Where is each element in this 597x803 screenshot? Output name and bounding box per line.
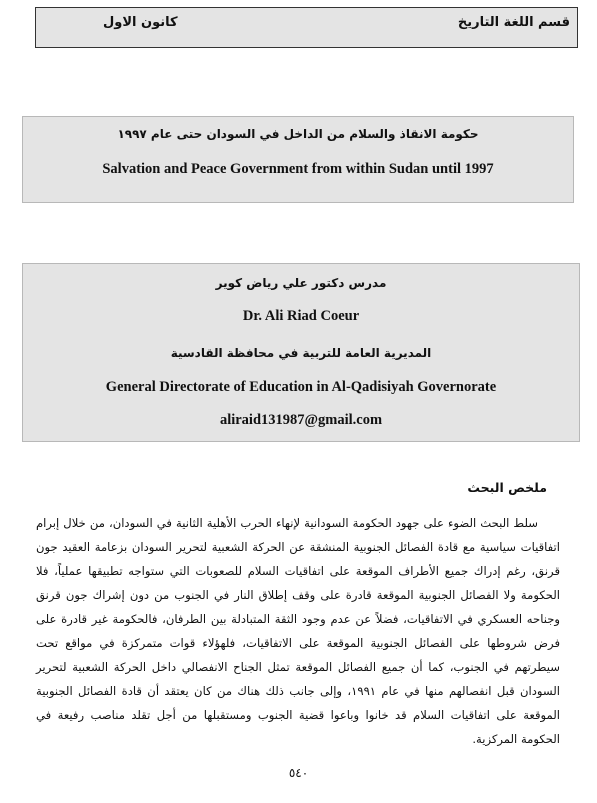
abstract-body: سلط البحث الضوء على جهود الحكومة السودانية لإنهاء الحرب الأهلية الثانية في السودان، من خلال إبرام اتفاقيات سياسية مع قادة الفصائل الجنوبية المنشقة عن الحركة الشعبية لتحرير السودان بزعامة العقيد جون قرنق، رغم إدراك جميع الأطراف الموقعة على اتفاقيات السلام للصعوبات التي ستواجه تطبيقها عملياً، فلا الحكومة ولا الفصائل الجنوبية الموقعة قادرة على وقف إطلاق النار في الجنوب من دون إشراك جون قرنق وجناحه العسكري في الاتفاقيات، فضلاً عن عدم وجود الثقة المتبادلة بين الطرفان، فالحكومة غير قادرة على فرض شروطها على الفصائل الجنوبية الموقعة على الاتفاقيات، فلهؤلاء قوات متمركزة في مواقع تحت سيطرتهم في الجنوب، كما أن جميع الفصائل الموقعة تمثل الجناح الانفصالي داخل الحركة الشعبية لتحرير السودان قبل انفصالهم منها في عام ١٩٩١، وإلى جانب ذلك هناك من كان يعتقد أن قادة الفصائل الجنوبية الموقعة على اتفاقيات السلام قد خانوا وباعوا قضية الجنوب ومستقبلها من أجل تقلد مناصب رفيعة في الحكومة المركزية. <box>36 516 560 746</box>
department-label: قسم اللغة التاريخ <box>457 15 570 30</box>
issue-month-label: كانون الاول <box>103 15 178 30</box>
page-number: ٥٤٠ <box>288 766 309 780</box>
author-block <box>22 263 580 442</box>
author-name-english: Dr. Ali Riad Coeur <box>242 308 360 324</box>
author-name-arabic: مدرس دكتور علي رياض كوير <box>215 276 387 290</box>
paper-title-english: Salvation and Peace Government from within Sudan until 1997 <box>102 161 494 177</box>
abstract-heading: ملخص البحث <box>467 480 547 495</box>
title-block <box>22 116 574 203</box>
author-affiliation-arabic: المديرية العامة للتربية في محافظة القادسية <box>170 346 432 360</box>
paper-title-arabic: حكومة الانقاذ والسلام من الداخل في السودان حتى عام ١٩٩٧ <box>117 127 479 141</box>
journal-header-bar <box>35 7 578 48</box>
author-email: aliraid131987@gmail.com <box>219 412 383 428</box>
author-affiliation-english: General Directorate of Education in Al-Qadisiyah Governorate <box>105 379 497 395</box>
